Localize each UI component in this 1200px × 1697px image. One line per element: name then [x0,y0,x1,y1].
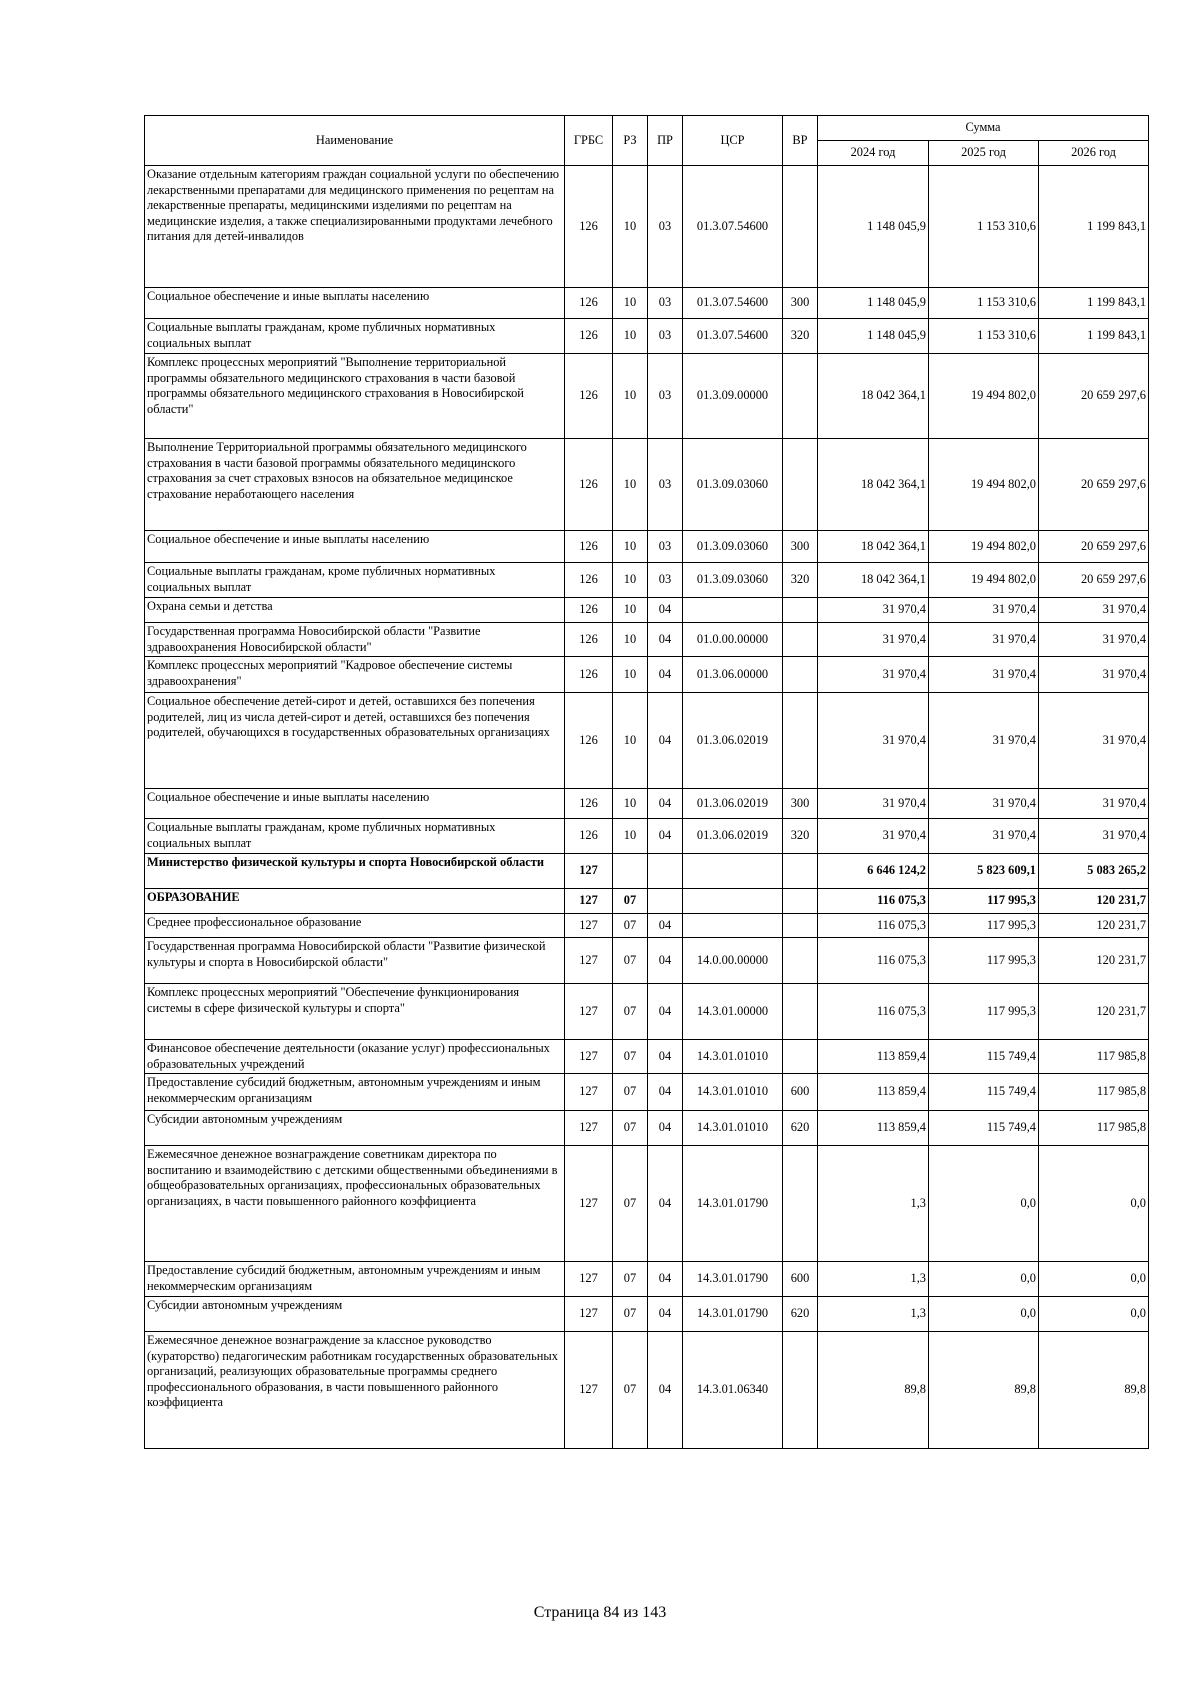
cell-2025: 5 823 609,1 [929,854,1039,889]
cell-pr: 03 [648,563,683,598]
cell-2025: 1 153 310,6 [929,288,1039,319]
cell-name: Предоставление субсидий бюджетным, автономным учреждениям и иным некоммерческим организациям [145,1074,565,1111]
cell-2025: 117 995,3 [929,938,1039,984]
cell-rz: 10 [613,531,648,563]
budget-table [144,115,1149,1449]
cell-csr: 14.3.01.01790 [683,1297,783,1332]
cell-vr [783,166,818,288]
cell-name: Выполнение Территориальной программы обязательного медицинского страхования в части базовой программы обязательного медицинского страхования за счет страховых взносов на обязательное медицинское страхование неработающего населения [145,439,565,531]
cell-2026: 117 985,8 [1039,1074,1149,1111]
cell-2025: 117 995,3 [929,889,1039,914]
cell-pr: 04 [648,938,683,984]
cell-2024: 1,3 [818,1297,929,1332]
header-name: Наименование [145,116,565,166]
cell-csr: 01.3.06.02019 [683,789,783,819]
cell-2026: 1 199 843,1 [1039,166,1149,288]
cell-2025: 1 153 310,6 [929,166,1039,288]
cell-vr [783,439,818,531]
cell-grbs: 127 [565,889,613,914]
cell-csr: 14.3.01.01010 [683,1111,783,1146]
table-row [145,319,1149,354]
cell-pr: 04 [648,1332,683,1449]
cell-2024: 89,8 [818,1332,929,1449]
cell-vr [783,1332,818,1449]
cell-csr [683,914,783,938]
cell-vr: 320 [783,319,818,354]
cell-rz: 07 [613,1074,648,1111]
cell-2025: 115 749,4 [929,1074,1039,1111]
cell-grbs: 126 [565,531,613,563]
cell-csr: 01.3.07.54600 [683,319,783,354]
cell-2024: 1 148 045,9 [818,288,929,319]
cell-pr: 03 [648,319,683,354]
cell-grbs: 127 [565,1332,613,1449]
cell-rz: 07 [613,1111,648,1146]
cell-2024: 31 970,4 [818,657,929,693]
cell-2025: 117 995,3 [929,914,1039,938]
cell-pr: 03 [648,166,683,288]
table-row [145,1111,1149,1146]
table-row [145,598,1149,623]
cell-grbs: 126 [565,354,613,439]
cell-name: Финансовое обеспечение деятельности (оказание услуг) профессиональных образовательных учреждений [145,1040,565,1074]
cell-rz: 07 [613,1297,648,1332]
cell-2025: 0,0 [929,1146,1039,1262]
cell-vr: 620 [783,1297,818,1332]
cell-csr [683,889,783,914]
table-row [145,531,1149,563]
cell-csr: 01.3.09.00000 [683,354,783,439]
cell-2026: 20 659 297,6 [1039,439,1149,531]
table-row [145,1040,1149,1074]
cell-rz: 10 [613,623,648,657]
cell-vr: 320 [783,563,818,598]
cell-name: Социальное обеспечение детей-сирот и детей, оставшихся без попечения родителей, лиц из числа детей-сирот и детей, оставшихся без попечения родителей, обучающихся в государственных образовательных организациях [145,693,565,789]
cell-vr [783,889,818,914]
cell-grbs: 126 [565,789,613,819]
cell-grbs: 126 [565,598,613,623]
cell-vr [783,914,818,938]
table-row [145,439,1149,531]
cell-rz: 10 [613,288,648,319]
cell-pr: 04 [648,984,683,1040]
cell-pr: 04 [648,623,683,657]
cell-pr: 04 [648,598,683,623]
cell-grbs: 127 [565,938,613,984]
table-row [145,623,1149,657]
cell-2026: 117 985,8 [1039,1111,1149,1146]
cell-2025: 19 494 802,0 [929,563,1039,598]
table-row [145,889,1149,914]
cell-2024: 18 042 364,1 [818,439,929,531]
cell-pr [648,889,683,914]
cell-2026: 0,0 [1039,1297,1149,1332]
cell-vr: 300 [783,789,818,819]
table-row [145,1146,1149,1262]
cell-2026: 5 083 265,2 [1039,854,1149,889]
cell-grbs: 126 [565,693,613,789]
cell-2026: 31 970,4 [1039,623,1149,657]
cell-2024: 31 970,4 [818,789,929,819]
table-row [145,854,1149,889]
cell-2025: 31 970,4 [929,819,1039,854]
cell-grbs: 126 [565,166,613,288]
cell-csr: 14.3.01.01790 [683,1146,783,1262]
cell-pr: 04 [648,1074,683,1111]
cell-name: Социальное обеспечение и иные выплаты населению [145,789,565,819]
cell-csr: 14.3.01.06340 [683,1332,783,1449]
cell-vr [783,623,818,657]
cell-2025: 31 970,4 [929,693,1039,789]
cell-2025: 31 970,4 [929,657,1039,693]
cell-csr: 14.3.01.01010 [683,1074,783,1111]
cell-2026: 20 659 297,6 [1039,354,1149,439]
header-sum: Сумма [818,116,1149,141]
cell-vr [783,938,818,984]
cell-pr: 03 [648,288,683,319]
cell-2026: 1 199 843,1 [1039,319,1149,354]
cell-2026: 31 970,4 [1039,819,1149,854]
cell-name: Государственная программа Новосибирской области "Развитие физической культуры и спорта в Новосибирской области" [145,938,565,984]
cell-name: Министерство физической культуры и спорта Новосибирской области [145,854,565,889]
cell-2024: 18 042 364,1 [818,531,929,563]
cell-grbs: 126 [565,439,613,531]
cell-rz: 10 [613,819,648,854]
cell-grbs: 127 [565,914,613,938]
cell-rz: 07 [613,938,648,984]
cell-2024: 113 859,4 [818,1040,929,1074]
cell-name: Социальное обеспечение и иные выплаты населению [145,288,565,319]
page-number: Страница 84 из 143 [533,1604,667,1621]
cell-csr: 01.0.00.00000 [683,623,783,657]
cell-2024: 18 042 364,1 [818,354,929,439]
cell-pr: 04 [648,914,683,938]
cell-2026: 120 231,7 [1039,914,1149,938]
cell-2026: 0,0 [1039,1262,1149,1297]
cell-rz: 07 [613,1040,648,1074]
cell-csr [683,854,783,889]
cell-rz: 10 [613,439,648,531]
table-row [145,938,1149,984]
cell-2024: 116 075,3 [818,914,929,938]
table-row [145,693,1149,789]
cell-2024: 31 970,4 [818,819,929,854]
cell-grbs: 127 [565,1074,613,1111]
cell-vr [783,354,818,439]
cell-grbs: 127 [565,1146,613,1262]
cell-grbs: 126 [565,819,613,854]
cell-grbs: 126 [565,319,613,354]
header-year-2025: 2025 год [929,141,1039,166]
cell-2026: 120 231,7 [1039,889,1149,914]
cell-pr: 04 [648,1297,683,1332]
cell-rz: 10 [613,354,648,439]
cell-name: Социальные выплаты гражданам, кроме публичных нормативных социальных выплат [145,319,565,354]
cell-2025: 0,0 [929,1262,1039,1297]
header-year-2026: 2026 год [1039,141,1149,166]
cell-name: Субсидии автономным учреждениям [145,1111,565,1146]
cell-csr [683,598,783,623]
cell-2025: 19 494 802,0 [929,531,1039,563]
cell-grbs: 127 [565,1297,613,1332]
cell-2025: 1 153 310,6 [929,319,1039,354]
cell-vr [783,1040,818,1074]
cell-csr: 01.3.07.54600 [683,288,783,319]
cell-2024: 113 859,4 [818,1111,929,1146]
cell-rz: 07 [613,984,648,1040]
cell-2024: 1 148 045,9 [818,166,929,288]
table-row [145,657,1149,693]
cell-grbs: 126 [565,623,613,657]
cell-2025: 115 749,4 [929,1111,1039,1146]
cell-vr: 300 [783,288,818,319]
cell-2025: 31 970,4 [929,623,1039,657]
cell-rz: 07 [613,914,648,938]
cell-grbs: 127 [565,1111,613,1146]
cell-pr: 04 [648,657,683,693]
table-header [145,116,1149,166]
cell-name: Социальные выплаты гражданам, кроме публичных нормативных социальных выплат [145,819,565,854]
cell-2026: 0,0 [1039,1146,1149,1262]
cell-name: Социальное обеспечение и иные выплаты населению [145,531,565,563]
header-rz: РЗ [613,116,648,166]
cell-2026: 89,8 [1039,1332,1149,1449]
cell-csr: 14.3.01.01010 [683,1040,783,1074]
cell-name: Предоставление субсидий бюджетным, автономным учреждениям и иным некоммерческим организациям [145,1262,565,1297]
cell-2026: 120 231,7 [1039,984,1149,1040]
cell-csr: 01.3.09.03060 [683,531,783,563]
cell-vr [783,854,818,889]
table-row [145,354,1149,439]
table-row [145,914,1149,938]
cell-grbs: 126 [565,288,613,319]
cell-2024: 6 646 124,2 [818,854,929,889]
cell-csr: 01.3.06.02019 [683,819,783,854]
table-row [145,563,1149,598]
cell-name: Комплекс процессных мероприятий "Кадровое обеспечение системы здравоохранения" [145,657,565,693]
cell-name: ОБРАЗОВАНИЕ [145,889,565,914]
cell-pr: 04 [648,789,683,819]
cell-csr: 01.3.09.03060 [683,563,783,598]
cell-rz: 10 [613,319,648,354]
cell-2025: 115 749,4 [929,1040,1039,1074]
cell-csr: 01.3.06.00000 [683,657,783,693]
cell-2024: 1,3 [818,1146,929,1262]
cell-csr: 01.3.09.03060 [683,439,783,531]
table-row [145,1332,1149,1449]
cell-grbs: 127 [565,1040,613,1074]
cell-name: Охрана семьи и детства [145,598,565,623]
cell-rz: 10 [613,166,648,288]
cell-pr: 04 [648,693,683,789]
cell-rz: 10 [613,657,648,693]
cell-grbs: 126 [565,563,613,598]
table-body [145,166,1149,1449]
table-row [145,1074,1149,1111]
cell-csr: 14.3.01.00000 [683,984,783,1040]
cell-2026: 120 231,7 [1039,938,1149,984]
cell-2024: 116 075,3 [818,889,929,914]
cell-rz: 10 [613,789,648,819]
cell-pr: 03 [648,439,683,531]
cell-2026: 31 970,4 [1039,657,1149,693]
table-row [145,984,1149,1040]
cell-vr [783,598,818,623]
cell-vr [783,693,818,789]
cell-2025: 19 494 802,0 [929,439,1039,531]
header-csr: ЦСР [683,116,783,166]
cell-2024: 31 970,4 [818,693,929,789]
cell-2024: 31 970,4 [818,598,929,623]
cell-vr [783,657,818,693]
cell-2025: 89,8 [929,1332,1039,1449]
cell-2026: 20 659 297,6 [1039,531,1149,563]
table-row [145,789,1149,819]
cell-2026: 31 970,4 [1039,598,1149,623]
table-row [145,288,1149,319]
cell-csr: 14.0.00.00000 [683,938,783,984]
cell-pr [648,854,683,889]
cell-2024: 1,3 [818,1262,929,1297]
cell-rz: 10 [613,598,648,623]
cell-rz: 10 [613,563,648,598]
table-row [145,1262,1149,1297]
cell-rz [613,854,648,889]
cell-csr: 01.3.06.02019 [683,693,783,789]
cell-2024: 116 075,3 [818,984,929,1040]
table-row [145,1297,1149,1332]
header-pr: ПР [648,116,683,166]
cell-pr: 04 [648,1040,683,1074]
cell-rz: 07 [613,889,648,914]
cell-2024: 1 148 045,9 [818,319,929,354]
cell-name: Субсидии автономным учреждениям [145,1297,565,1332]
cell-2025: 31 970,4 [929,598,1039,623]
cell-2025: 19 494 802,0 [929,354,1039,439]
cell-rz: 07 [613,1332,648,1449]
cell-name: Социальные выплаты гражданам, кроме публичных нормативных социальных выплат [145,563,565,598]
cell-rz: 07 [613,1146,648,1262]
cell-name: Ежемесячное денежное вознаграждение за классное руководство (кураторство) педагогическим работникам государственных образовательных организаций, реализующих образовательные программы среднего профессионального образования, в части повышенного районного коэффициента [145,1332,565,1449]
cell-csr: 14.3.01.01790 [683,1262,783,1297]
cell-rz: 10 [613,693,648,789]
cell-2024: 31 970,4 [818,623,929,657]
table-row [145,819,1149,854]
header-vr: ВР [783,116,818,166]
cell-vr: 600 [783,1074,818,1111]
cell-rz: 07 [613,1262,648,1297]
cell-grbs: 127 [565,984,613,1040]
header-grbs: ГРБС [565,116,613,166]
cell-vr: 600 [783,1262,818,1297]
header-year-2024: 2024 год [818,141,929,166]
cell-2026: 117 985,8 [1039,1040,1149,1074]
cell-grbs: 127 [565,854,613,889]
cell-2024: 113 859,4 [818,1074,929,1111]
cell-2026: 31 970,4 [1039,789,1149,819]
table-row [145,166,1149,288]
cell-2025: 117 995,3 [929,984,1039,1040]
cell-csr: 01.3.07.54600 [683,166,783,288]
cell-2026: 31 970,4 [1039,693,1149,789]
cell-vr [783,1146,818,1262]
cell-pr: 04 [648,1262,683,1297]
cell-2024: 18 042 364,1 [818,563,929,598]
cell-vr [783,984,818,1040]
cell-name: Среднее профессиональное образование [145,914,565,938]
cell-pr: 04 [648,819,683,854]
cell-2026: 20 659 297,6 [1039,563,1149,598]
cell-name: Комплекс процессных мероприятий "Выполнение территориальной программы обязательного медицинского страхования в части базовой программы обязательного медицинского страхования в Новосибирской области" [145,354,565,439]
cell-vr: 320 [783,819,818,854]
cell-name: Оказание отдельным категориям граждан социальной услуги по обеспечению лекарственными препаратами для медицинского применения по рецептам на лекарственные препараты, медицинскими изделиями по рецептам на медицинские изделия, а также специализированными продуктами лечебного питания для детей-инвалидов [145,166,565,288]
cell-pr: 03 [648,354,683,439]
cell-pr: 04 [648,1146,683,1262]
cell-2026: 1 199 843,1 [1039,288,1149,319]
cell-2025: 31 970,4 [929,789,1039,819]
cell-name: Государственная программа Новосибирской области "Развитие здравоохранения Новосибирской области" [145,623,565,657]
cell-vr: 620 [783,1111,818,1146]
cell-grbs: 127 [565,1262,613,1297]
cell-name: Комплекс процессных мероприятий "Обеспечение функционирования системы в сфере физической культуры и спорта" [145,984,565,1040]
cell-grbs: 126 [565,657,613,693]
cell-name: Ежемесячное денежное вознаграждение советникам директора по воспитанию и взаимодействию с детскими общественными объединениями в общеобразовательных организациях, профессиональных образовательных организациях, в части повышенного районного коэффициента [145,1146,565,1262]
cell-2024: 116 075,3 [818,938,929,984]
cell-pr: 04 [648,1111,683,1146]
cell-2025: 0,0 [929,1297,1039,1332]
cell-vr: 300 [783,531,818,563]
cell-pr: 03 [648,531,683,563]
